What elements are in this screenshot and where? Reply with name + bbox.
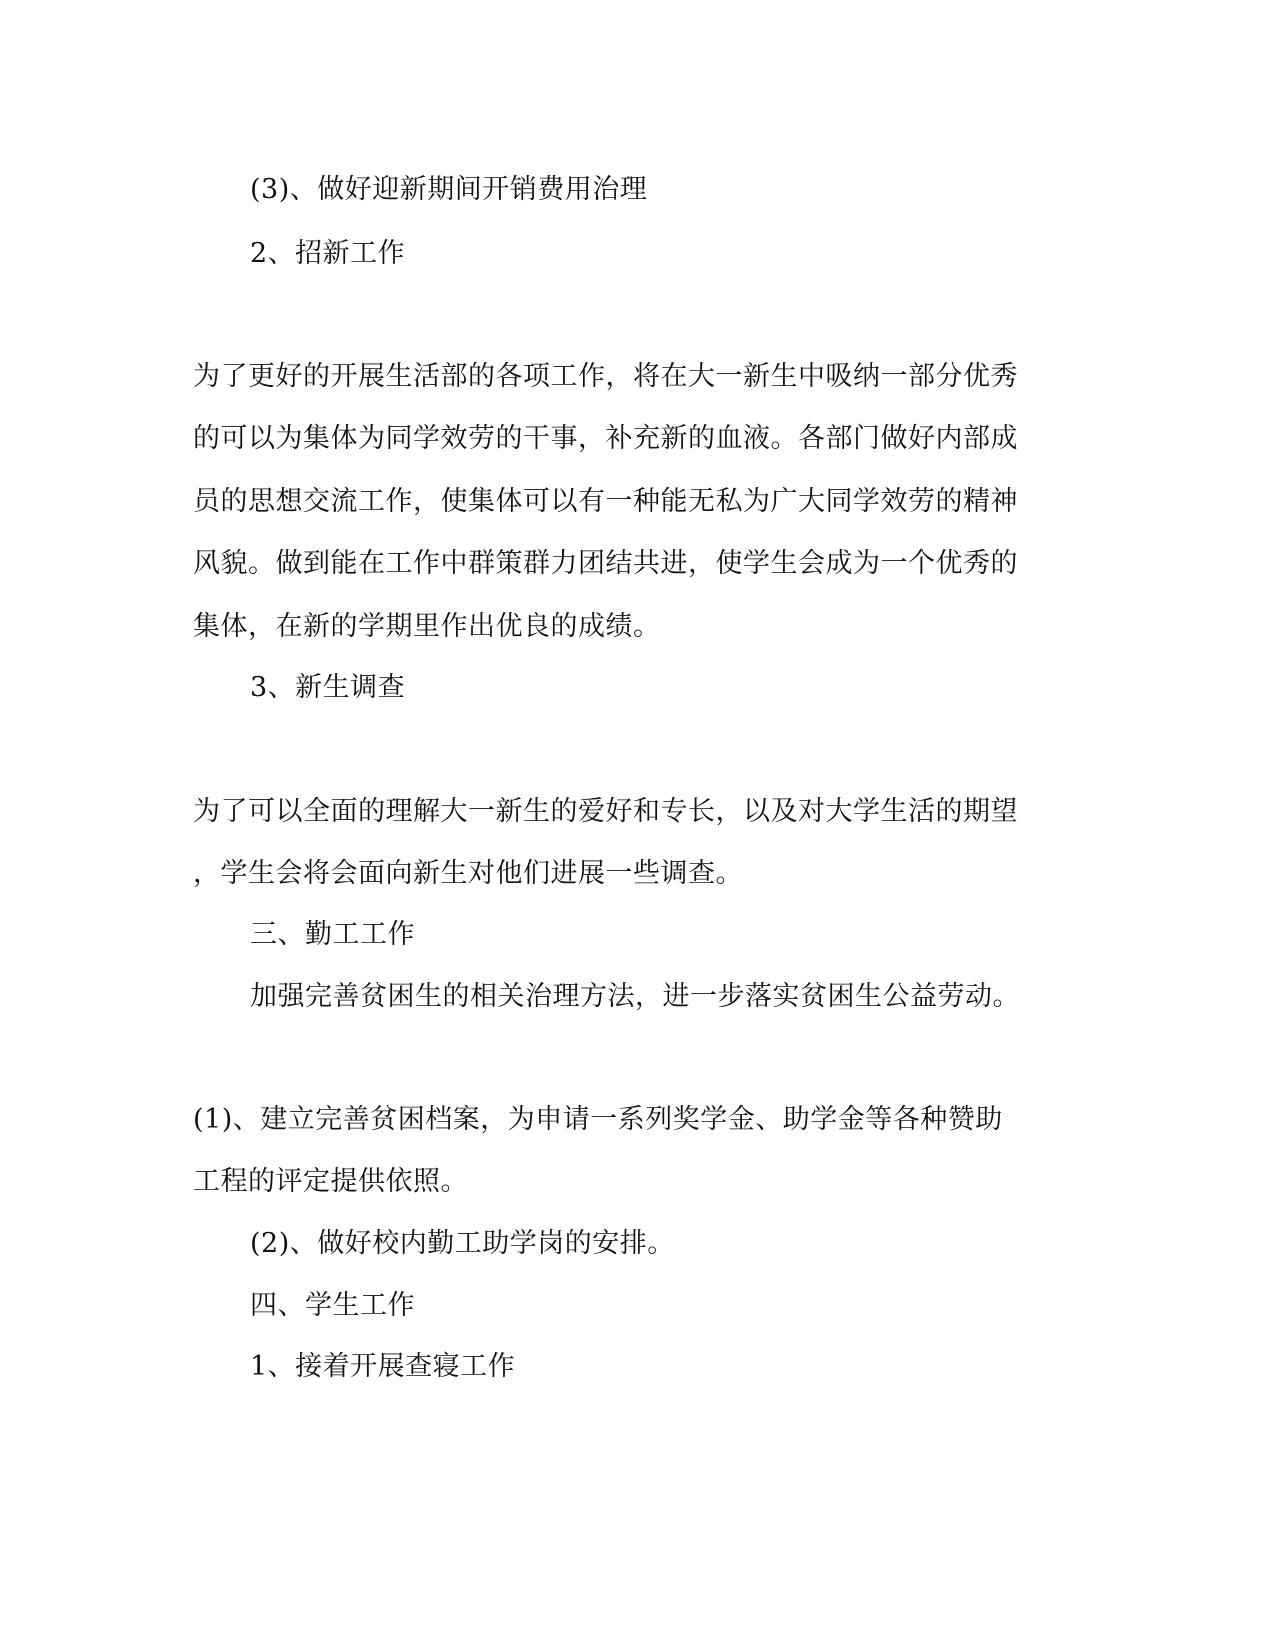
paragraph-line: 工程的评定提供依照。 [193, 1166, 468, 1197]
section-heading-work-study: 三、勤工工作 [250, 919, 415, 950]
list-item-1-dorm-inspection: 1、接着开展查寝工作 [250, 1351, 516, 1382]
list-item-2-campus-jobs: (2)、做好校内勤工助学岗的安排。 [250, 1228, 675, 1259]
paragraph-line: 为了可以全面的理解大一新生的爱好和专长，以及对大学生活的期望 [193, 796, 1018, 827]
list-item-3-expense-management: (3)、做好迎新期间开销费用治理 [250, 174, 648, 205]
section-heading-freshman-survey: 3、新生调查 [250, 672, 406, 703]
paragraph-line: 的可以为集体为同学效劳的干事，补充新的血液。各部门做好内部成 [193, 423, 1018, 454]
paragraph-line: ，学生会将会面向新生对他们进展一些调查。 [193, 858, 743, 889]
paragraph-line: 员的思想交流工作，使集体可以有一种能无私为广大同学效劳的精神 [193, 486, 1018, 517]
section-heading-student-work: 四、学生工作 [250, 1290, 415, 1321]
list-item-1-archives: (1)、建立完善贫困档案，为申请一系列奖学金、助学金等各种赞助 [193, 1104, 1003, 1135]
paragraph-line: 风貌。做到能在工作中群策群力团结共进，使学生会成为一个优秀的 [193, 548, 1018, 579]
paragraph-line: 为了更好的开展生活部的各项工作，将在大一新生中吸纳一部分优秀 [193, 361, 1018, 392]
paragraph-line: 加强完善贫困生的相关治理方法，进一步落实贫困生公益劳动。 [250, 981, 1020, 1012]
section-heading-recruitment: 2、招新工作 [250, 238, 406, 269]
paragraph-line: 集体，在新的学期里作出优良的成绩。 [193, 611, 661, 642]
